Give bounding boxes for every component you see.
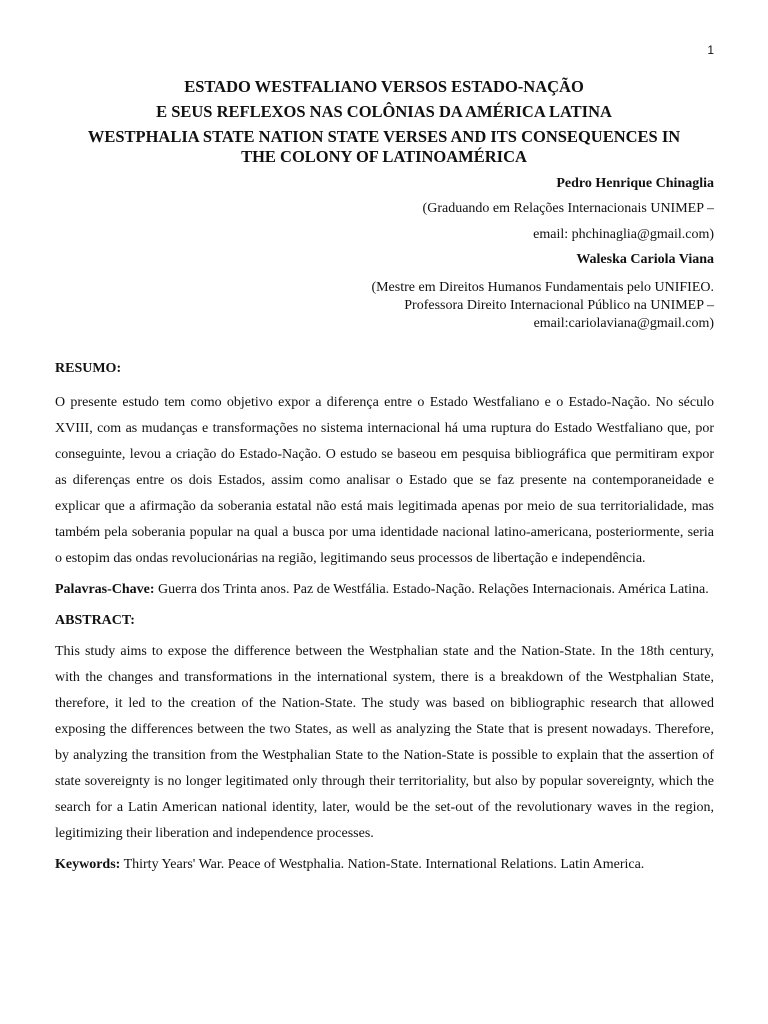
author-1-email: email: phchinaglia@gmail.com) xyxy=(533,227,714,242)
authors-block xyxy=(154,175,714,333)
author-2-email: email:cariolaviana@gmail.com) xyxy=(533,316,714,331)
keywords-text: Thirty Years' War. Peace of Westphalia. Nation-State. International Relations. Latin America. xyxy=(123,857,645,872)
abstract-heading: ABSTRACT: xyxy=(55,613,135,628)
palavras-chave-text: Guerra dos Trinta anos. Paz de Westfália. Estado-Nação. Relações Internacionais. América Latina. xyxy=(158,582,709,597)
document-body xyxy=(55,359,714,878)
author-2-affiliation-2: Professora Direito Internacional Público na UNIMEP – xyxy=(404,298,714,313)
title-pt-line-1: ESTADO WESTFALIANO VERSOS ESTADO-NAÇÃO xyxy=(184,77,584,96)
title-en-line-2: THE COLONY OF LATINOAMÉRICA xyxy=(241,147,527,166)
title-pt-line-2: E SEUS REFLEXOS NAS COLÔNIAS DA AMÉRICA LATINA xyxy=(156,102,612,121)
palavras-chave-label: Palavras-Chave: xyxy=(55,582,155,597)
resumo-text: O presente estudo tem como objetivo expor a diferença entre o Estado Westfaliano e o Estado-Nação. No século XVIII, com as mudanças e transformações no sistema internacional há uma ruptura do Estado Westfaliano que, por conseguinte, levou a criação do Estado-Nação. O estudo se baseou em pesquisa bibliográfica que permitiram expor as diferenças entre os dois Estados, assim como analisar o Estado que se faz presente na contemporaneidade e explicar que a afirmação da soberania estatal não está mais legitimada apenas por meio de sua territorialidade, mas também pela soberania popular na qual a busca por uma identidade nacional latino-americana, posteriormente, seria o estopim das ondas revolucionárias na região, legitimando seus processos de libertação e independência. xyxy=(55,395,714,566)
author-2-name: Waleska Cariola Viana xyxy=(576,252,714,267)
keywords-label: Keywords: xyxy=(55,857,121,872)
keywords-paragraph xyxy=(55,852,714,878)
resumo-heading: RESUMO: xyxy=(55,361,122,376)
abstract-text: This study aims to expose the difference between the Westphalian state and the Nation-State. In the 18th century, with the changes and transformations in the international system, there is a breakdown of the Westphalian State, therefore, it led to the creation of the Nation-State. The study was based on bibliographic research that allowed exposing the differences between the two States, as well as analyzing the State that is present nowadays. Therefore, by analyzing the transition from the Westphalian State to the Nation-State is possible to explain that the assertion of state sovereignty is no longer legitimated only through their territoriality, but also by popular sovereignty, which the search for a Latin American national identity, later, would be the set-out of the revolutionary waves in the region, legitimizing their liberation and independence processes. xyxy=(55,644,714,841)
palavras-chave-paragraph xyxy=(55,577,714,603)
title-en-line-1: WESTPHALIA STATE NATION STATE VERSES AND ITS CONSEQUENCES IN xyxy=(87,127,681,146)
author-2-affiliation-1: (Mestre em Direitos Humanos Fundamentais pelo UNIFIEO. xyxy=(371,280,714,295)
page-number: 1 xyxy=(707,43,714,57)
author-1-name: Pedro Henrique Chinaglia xyxy=(556,176,714,191)
author-1-affiliation: (Graduando em Relações Internacionais UNIMEP – xyxy=(422,201,714,216)
title-block xyxy=(50,74,718,167)
